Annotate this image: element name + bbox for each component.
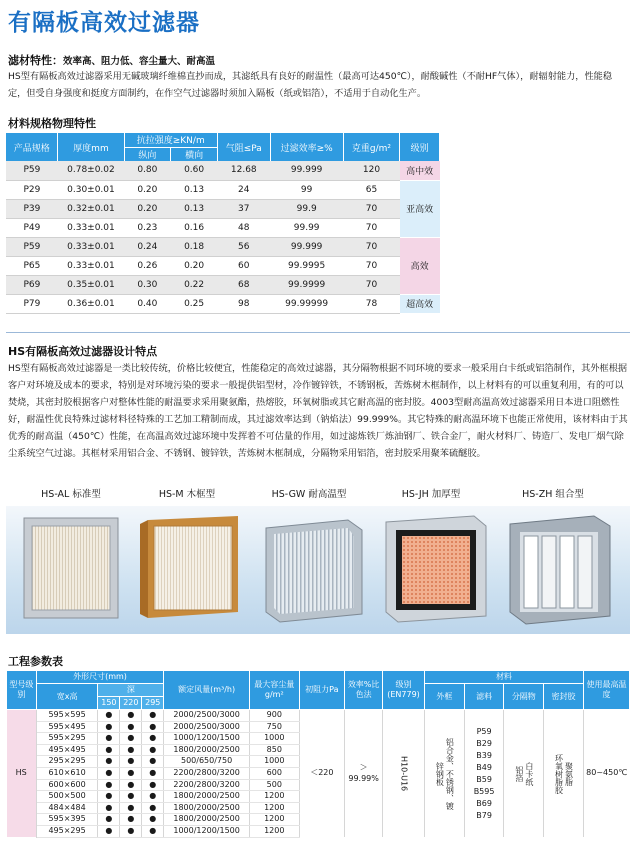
bullet-icon: ●	[120, 802, 142, 814]
eng-cell: 1200	[249, 825, 299, 837]
product-image-m	[134, 514, 246, 622]
spec-row	[6, 218, 440, 237]
eng-eff: ＞99.99%	[345, 710, 383, 838]
bullet-icon: ●	[142, 733, 164, 745]
spec-cell: 0.20	[124, 199, 171, 218]
bullet-icon: ●	[98, 825, 120, 837]
eng-row	[7, 710, 630, 722]
spec-row	[6, 237, 440, 256]
eng-frame	[424, 710, 464, 838]
product-image-al	[20, 512, 124, 622]
spec-grade: 高中效	[400, 161, 440, 180]
eng-col-wh: 宽x高	[36, 684, 98, 710]
eng-col-d150: 150	[98, 697, 120, 710]
eng-col-sep: 分隔物	[504, 684, 544, 710]
eng-cell: 495×495	[36, 744, 98, 756]
eng-cell: 2000/2500/3000	[164, 721, 250, 733]
eng-cell: 1200	[249, 791, 299, 803]
spec-grade: 超高效	[400, 294, 440, 313]
spec-cell: 0.35±0.01	[58, 275, 124, 294]
eng-col-seal: 密封胶	[544, 684, 584, 710]
spec-cell: P29	[6, 180, 58, 199]
spec-row	[6, 294, 440, 313]
spec-cell: 0.32±0.01	[58, 199, 124, 218]
bullet-icon: ●	[120, 779, 142, 791]
product-label-zh: HS-ZH 组合型	[522, 489, 584, 500]
spec-cell: P59	[6, 237, 58, 256]
spec-cell: 0.30	[124, 275, 171, 294]
spec-cell: 0.13	[171, 180, 218, 199]
eng-cell: 595×395	[36, 814, 98, 826]
spec-cell: 37	[217, 199, 270, 218]
spec-col-resistance: 气阻≤Pa	[217, 133, 270, 161]
eng-cell: 1000	[249, 756, 299, 768]
eng-cell: 2200/2800/3200	[164, 779, 250, 791]
eng-cell: 1800/2000/2500	[164, 814, 250, 826]
eng-cell: 610×610	[36, 767, 98, 779]
design-heading: HS有隔板高效过滤器设计特点	[8, 345, 158, 358]
spec-cell: 0.13	[171, 199, 218, 218]
spec-grade: 亚高效	[400, 180, 440, 237]
spec-cell: 68	[217, 275, 270, 294]
spec-cell: 99	[270, 180, 343, 199]
eng-cell: 1800/2000/2500	[164, 744, 250, 756]
bullet-icon: ●	[142, 744, 164, 756]
eng-cell: 900	[249, 710, 299, 722]
eng-cell: 500	[249, 779, 299, 791]
spec-cell: 99.999	[270, 237, 343, 256]
spec-cell: 99.9	[270, 199, 343, 218]
eng-cell: 295×295	[36, 756, 98, 768]
eng-cell: 1000	[249, 733, 299, 745]
spec-grade: 高效	[400, 237, 440, 294]
eng-cell: 1200	[249, 802, 299, 814]
eng-media-item: B29	[476, 738, 492, 748]
spec-col-grade: 级别	[400, 133, 440, 161]
spec-cell: 0.23	[124, 218, 171, 237]
eng-col-media: 滤料	[464, 684, 504, 710]
section-divider	[6, 332, 630, 333]
eng-media-item: P59	[476, 726, 492, 736]
bullet-icon: ●	[120, 710, 142, 722]
spec-cell: 98	[217, 294, 270, 313]
eng-cell: 1800/2000/2500	[164, 791, 250, 803]
eng-col-d220: 220	[120, 697, 142, 710]
eng-level-text: H10-U16	[399, 755, 409, 792]
eng-cell: 595×595	[36, 710, 98, 722]
bullet-icon: ●	[142, 756, 164, 768]
eng-media-item: B69	[476, 798, 492, 808]
spec-cell: 0.25	[171, 294, 218, 313]
spec-cell: 0.80	[124, 161, 171, 180]
eng-col-d295: 295	[142, 697, 164, 710]
eng-col-frame: 外框	[424, 684, 464, 710]
engineering-heading: 工程参数表	[8, 655, 63, 668]
features-body: HS型有隔板高效过滤器采用无碱玻璃纤维棉直抄而成，其滤纸具有良好的耐温性（最高可达450℃），耐酸碱性（不耐HF气体），耐辐射能力，性能稳定，但受自身强度和挺度方面制约，在作空气过滤器时须加入隔板（纸或铝箔），不适用于自动化生产。	[8, 71, 613, 99]
eng-sep	[504, 710, 544, 838]
bullet-icon: ●	[98, 767, 120, 779]
spec-cell: 70	[343, 218, 400, 237]
spec-cell: P65	[6, 256, 58, 275]
spec-cell: 0.33±0.01	[58, 218, 124, 237]
eng-col-dims: 外形尺寸(mm)	[36, 671, 163, 684]
spec-cell: 0.36±0.01	[58, 294, 124, 313]
eng-cell: 484×484	[36, 802, 98, 814]
spec-cell: 0.78±0.02	[58, 161, 124, 180]
spec-cell: 99.9999	[270, 275, 343, 294]
bullet-icon: ●	[98, 733, 120, 745]
eng-seal	[544, 710, 584, 838]
spec-cell: 99.99	[270, 218, 343, 237]
spec-row	[6, 199, 440, 218]
bullet-icon: ●	[98, 791, 120, 803]
spec-cell: 48	[217, 218, 270, 237]
spec-cell: 0.20	[124, 180, 171, 199]
spec-cell: 0.60	[171, 161, 218, 180]
bullet-icon: ●	[98, 802, 120, 814]
eng-col-level: 级别(EN779)	[383, 671, 425, 710]
bullet-icon: ●	[142, 721, 164, 733]
eng-cell: 2200/2800/3200	[164, 767, 250, 779]
eng-cell: 500×500	[36, 791, 98, 803]
eng-temp: 80~450℃	[586, 768, 628, 778]
bullet-icon: ●	[120, 733, 142, 745]
spec-cell: P39	[6, 199, 58, 218]
eng-col-depth: 深	[98, 684, 164, 697]
bullet-icon: ●	[98, 721, 120, 733]
product-label-jh: HS-JH 加厚型	[401, 489, 461, 500]
spec-cell: 0.18	[171, 237, 218, 256]
spec-cell: 0.20	[171, 256, 218, 275]
bullet-icon: ●	[142, 825, 164, 837]
eng-col-initres: 初阻力Pa	[299, 671, 345, 710]
spec-cell: 60	[217, 256, 270, 275]
eng-col-model: 型号级别	[7, 671, 37, 710]
eng-cell: 850	[249, 744, 299, 756]
spec-cell: 56	[217, 237, 270, 256]
bullet-icon: ●	[120, 814, 142, 826]
eng-level	[383, 710, 425, 838]
features-heading	[8, 52, 215, 68]
product-image-gw	[256, 514, 370, 626]
bullet-icon: ●	[142, 710, 164, 722]
bullet-icon: ●	[98, 814, 120, 826]
spec-cell: 0.33±0.01	[58, 256, 124, 275]
product-image-zh	[500, 512, 616, 628]
spec-cell: P59	[6, 161, 58, 180]
bullet-icon: ●	[120, 767, 142, 779]
eng-seal-text: 聚氨脂 环氧树脂胶	[554, 753, 574, 794]
spec-col-code: 产品规格	[6, 133, 58, 161]
eng-media-item: B39	[476, 750, 492, 760]
spec-cell: 65	[343, 180, 400, 199]
spec-cell: 70	[343, 199, 400, 218]
spec-row	[6, 256, 440, 275]
bullet-icon: ●	[120, 756, 142, 768]
bullet-icon: ●	[142, 767, 164, 779]
eng-media-item: B49	[476, 762, 492, 772]
spec-cell: P69	[6, 275, 58, 294]
spec-cell: 70	[343, 275, 400, 294]
spec-cell: 120	[343, 161, 400, 180]
spec-cell: 99.999	[270, 161, 343, 180]
eng-cell: 600	[249, 767, 299, 779]
spec-cell: 0.40	[124, 294, 171, 313]
spec-col-longitudinal: 纵向	[124, 147, 171, 161]
bullet-icon: ●	[120, 721, 142, 733]
eng-cell: 2000/2500/3000	[164, 710, 250, 722]
features-heading-label: 滤材特性：	[8, 54, 63, 67]
spec-cell: 0.24	[124, 237, 171, 256]
spec-col-tensile: 抗拉强度≥KN/m	[124, 133, 217, 147]
product-image-jh	[378, 512, 490, 626]
spec-cell: 99.9995	[270, 256, 343, 275]
eng-model: HS	[7, 710, 37, 838]
eng-media-item: B595	[473, 786, 495, 796]
spec-cell: P49	[6, 218, 58, 237]
spec-heading: 材料规格物理特性	[8, 117, 96, 130]
eng-cell: 1000/1200/1500	[164, 825, 250, 837]
eng-frame-text: 铝合金、不锈钢、镀锌钢板	[435, 737, 455, 810]
spec-cell: 70	[343, 237, 400, 256]
eng-col-eff: 效率%比色法	[345, 671, 383, 710]
eng-cell: 1000/1200/1500	[164, 733, 250, 745]
eng-cell: 750	[249, 721, 299, 733]
eng-col-airflow: 额定风量(m³/h)	[164, 671, 250, 710]
eng-media-item: B59	[476, 774, 492, 784]
spec-cell: 0.16	[171, 218, 218, 237]
spec-row	[6, 275, 440, 294]
spec-cell: 0.30±0.01	[58, 180, 124, 199]
bullet-icon: ●	[98, 744, 120, 756]
design-body: HS型有隔板高效过滤器是一类比较传统，价格比较便宜，性能稳定的高效过滤器，其分隔物根据不同环境的要求一般采用白卡纸或铝箔制作，其外框根据客户对环境及成本的要求，特别是对环境污染的要求一般提供铝型材，冷作镀锌铁，不锈钢板，苦炼树木框制作，以上材料有的可以重复利用，有的可以焚烧，其密封胶根据客户对整体性能的耐温要求采用聚氨酯，热熔胶，环氧树脂或其它耐高温的密封胶。4003型耐高温高效过滤器采用日本进口阻燃性好，耐温性优良特殊过滤材料径特殊的工艺加工精制而成，其过滤效率达到（钠焰法）99.999%。其它特殊的耐高温环境下也能正常使用，该材料由于其优秀的耐高温（450℃）性能，在高温高效过滤环境中发挥着不可估量的作用，如过滤炼铁厂炼油钢厂、铁合金厂，耐火材料厂、铸造厂、发电厂烟气除尘系统空气过滤。其框材采用铝合金、不锈钢、镀锌铁，苦炼树木框制成，分隔物采用铝箔，密封胶采用聚苯硫醚胶。	[8, 363, 628, 459]
eng-media-item: B79	[476, 810, 492, 820]
bullet-icon: ●	[142, 802, 164, 814]
bullet-icon: ●	[98, 779, 120, 791]
eng-cell: 1800/2000/2500	[164, 802, 250, 814]
spec-cell: 99.99999	[270, 294, 343, 313]
spec-cell: 0.33±0.01	[58, 237, 124, 256]
bullet-icon: ●	[98, 710, 120, 722]
eng-col-dust: 最大容尘量g/m²	[249, 671, 299, 710]
eng-cell: 600×600	[36, 779, 98, 791]
bullet-icon: ●	[142, 791, 164, 803]
page-title: 有隔板高效过滤器	[8, 10, 200, 36]
eng-initres: ＜220	[299, 710, 345, 838]
engineering-table	[6, 670, 630, 838]
spec-cell: 12.68	[217, 161, 270, 180]
bullet-icon: ●	[142, 779, 164, 791]
spec-col-transverse: 横向	[171, 147, 218, 161]
spec-cell: 24	[217, 180, 270, 199]
eng-col-temp: 使用最高温度	[583, 671, 629, 710]
spec-cell: 78	[343, 294, 400, 313]
product-label-gw: HS-GW 耐高温型	[271, 489, 347, 500]
spec-col-efficiency: 过滤效率≥%	[270, 133, 343, 161]
spec-cell: P79	[6, 294, 58, 313]
spec-cell: 70	[343, 256, 400, 275]
product-label-al: HS-AL 标准型	[41, 489, 101, 500]
spec-cell: 0.22	[171, 275, 218, 294]
bullet-icon: ●	[120, 825, 142, 837]
features-heading-tail: 效率高、阻力低、容尘量大、耐高温	[63, 56, 216, 67]
eng-media	[464, 710, 504, 838]
bullet-icon: ●	[120, 791, 142, 803]
spec-col-weight: 克重g/m²	[343, 133, 400, 161]
eng-cell: 500/650/750	[164, 756, 250, 768]
bullet-icon: ●	[142, 814, 164, 826]
eng-cell: 595×295	[36, 733, 98, 745]
bullet-icon: ●	[120, 744, 142, 756]
bullet-icon: ●	[98, 756, 120, 768]
eng-cell: 595×495	[36, 721, 98, 733]
eng-col-material: 材料	[424, 671, 583, 684]
spec-table	[6, 133, 440, 314]
eng-cell: 1200	[249, 814, 299, 826]
product-label-m: HS-M 木框型	[158, 489, 216, 500]
eng-sep-text: 白卡纸 铝箔	[514, 761, 534, 786]
spec-row	[6, 161, 440, 180]
spec-cell: 0.26	[124, 256, 171, 275]
eng-cell: 495×295	[36, 825, 98, 837]
spec-col-thickness: 厚度mm	[58, 133, 124, 161]
spec-row	[6, 180, 440, 199]
